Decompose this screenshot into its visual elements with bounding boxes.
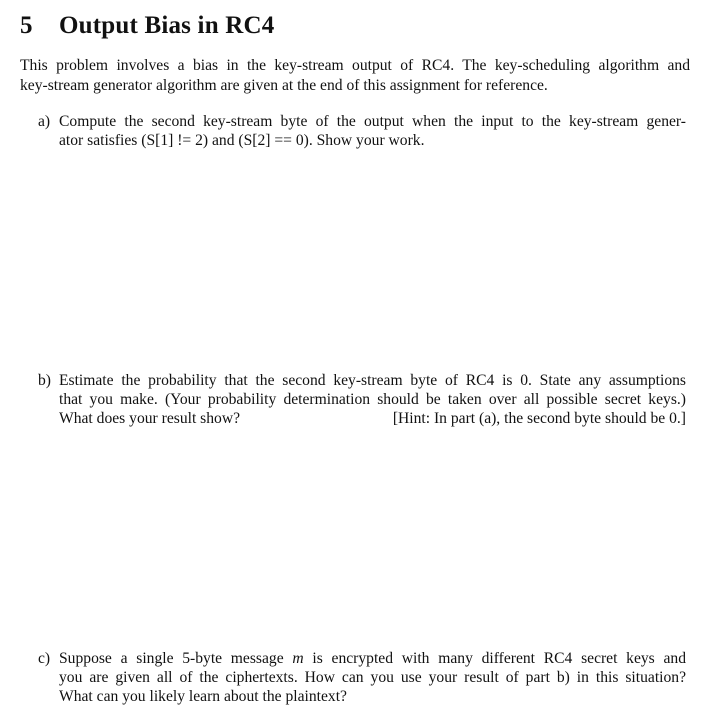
problem-b-hint: [Hint: In part (a), the second byte should be 0.] [392, 410, 686, 427]
intro-paragraph [20, 56, 690, 96]
problem-b-line-3 [59, 409, 686, 428]
problem-b-body [59, 371, 686, 428]
problem-b [38, 371, 686, 431]
problem-c-line-1-post: is encrypted with many different RC4 secret keys and [312, 650, 687, 667]
problem-b-line-2: that you make. (Your probability determination should be taken over all possible secret keys.) [59, 391, 686, 408]
section-number: 5 [20, 12, 33, 39]
section-heading [20, 12, 274, 40]
problem-c-marker: c) [38, 650, 51, 667]
problem-c-line-1-pre: Suppose a single 5-byte message [59, 650, 284, 667]
problem-c-line-3: What can you likely learn about the plaintext? [59, 688, 347, 705]
problem-a-body [59, 112, 686, 150]
message-variable: m [292, 650, 304, 667]
problem-c [38, 649, 686, 709]
problem-b-marker: b) [38, 372, 51, 389]
problem-b-question: What does your result show? [59, 410, 241, 427]
section-title: Output Bias in RC4 [59, 12, 275, 39]
intro-line-2: key-stream generator algorithm are given at the end of this assignment for reference. [20, 77, 548, 94]
problem-c-body [59, 649, 686, 706]
problem-c-line-2: you are given all of the ciphertexts. How can you use your result of part b) in this situation? [59, 669, 686, 686]
problem-a-line-1: Compute the second key-stream byte of the output when the input to the key-stream gener- [59, 113, 686, 130]
problem-a-marker: a) [38, 113, 51, 130]
intro-line-1: This problem involves a bias in the key-stream output of RC4. The key-scheduling algorithm and [20, 57, 690, 74]
problem-b-line-1: Estimate the probability that the second key-stream byte of RC4 is 0. State any assumptions [59, 372, 686, 389]
problem-a-line-2: ator satisfies (S[1] != 2) and (S[2] == 0). Show your work. [59, 132, 425, 149]
problem-c-line-1 [59, 649, 686, 668]
problem-a [38, 112, 686, 152]
